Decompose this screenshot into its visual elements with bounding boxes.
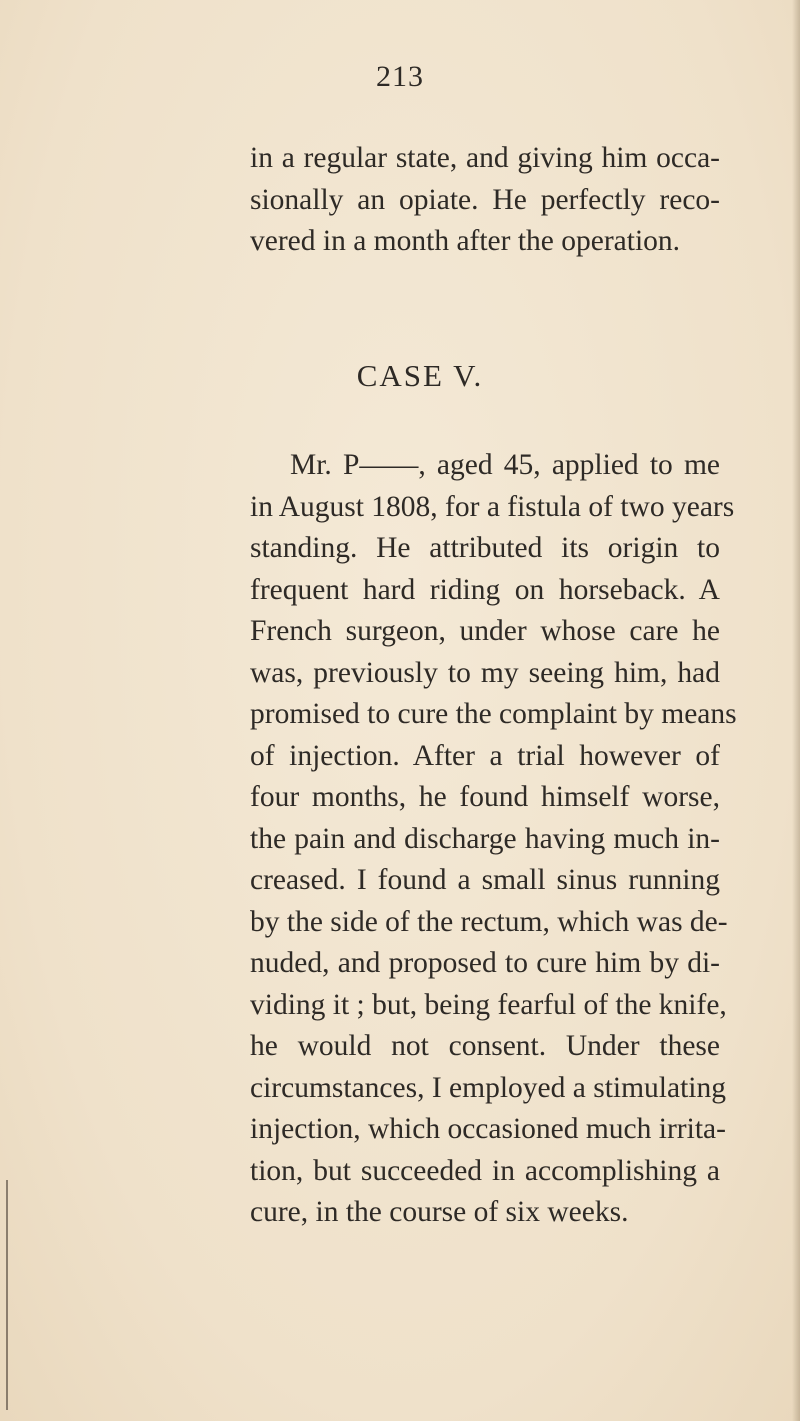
page-edge-shadow — [792, 0, 800, 1421]
binding-shadow — [6, 1180, 8, 1410]
text-line: in August 1808, for a fistula of two years — [250, 490, 735, 523]
text-line: vered in a month after the operation. — [250, 225, 681, 257]
text-line: sionally an opiate. He perfectly reco- — [250, 183, 720, 216]
text-line: standing. He attributed its origin to — [250, 532, 720, 564]
text-line: cure, in the course of six weeks. — [250, 1196, 629, 1228]
text-line: frequent hard riding on horseback. A — [250, 573, 720, 606]
text-line: by the side of the rectum, which was de- — [250, 905, 728, 938]
intro-paragraph — [250, 138, 720, 263]
text-line: was, previously to my seeing him, had — [250, 656, 720, 689]
text-line: Mr. P——, aged 45, applied to me — [290, 449, 720, 481]
text-line: tion, but succeeded in accomplishing a — [250, 1154, 720, 1187]
text-line: circumstances, I employed a stimulating — [250, 1071, 726, 1104]
text-line: of injection. After a trial however of — [250, 739, 720, 772]
case-heading: CASE V. — [356, 358, 484, 393]
text-line: in a regular state, and giving him occa- — [250, 142, 720, 174]
text-line: the pain and discharge having much in- — [250, 822, 720, 855]
text-line: nuded, and proposed to cure him by di- — [250, 947, 720, 979]
text-line: four months, he found himself worse, — [250, 781, 720, 813]
page-number: 213 — [376, 60, 424, 93]
text-line: he would not consent. Under these — [250, 1030, 720, 1062]
text-line: French surgeon, under whose care he — [250, 615, 720, 647]
text-line: injection, which occasioned much irrita- — [250, 1113, 726, 1145]
text-line: promised to cure the complaint by means — [250, 698, 737, 730]
text-line: creased. I found a small sinus running — [250, 864, 720, 896]
case-paragraph — [250, 445, 737, 1234]
text-line: viding it ; but, being fearful of the knife, — [250, 988, 727, 1021]
